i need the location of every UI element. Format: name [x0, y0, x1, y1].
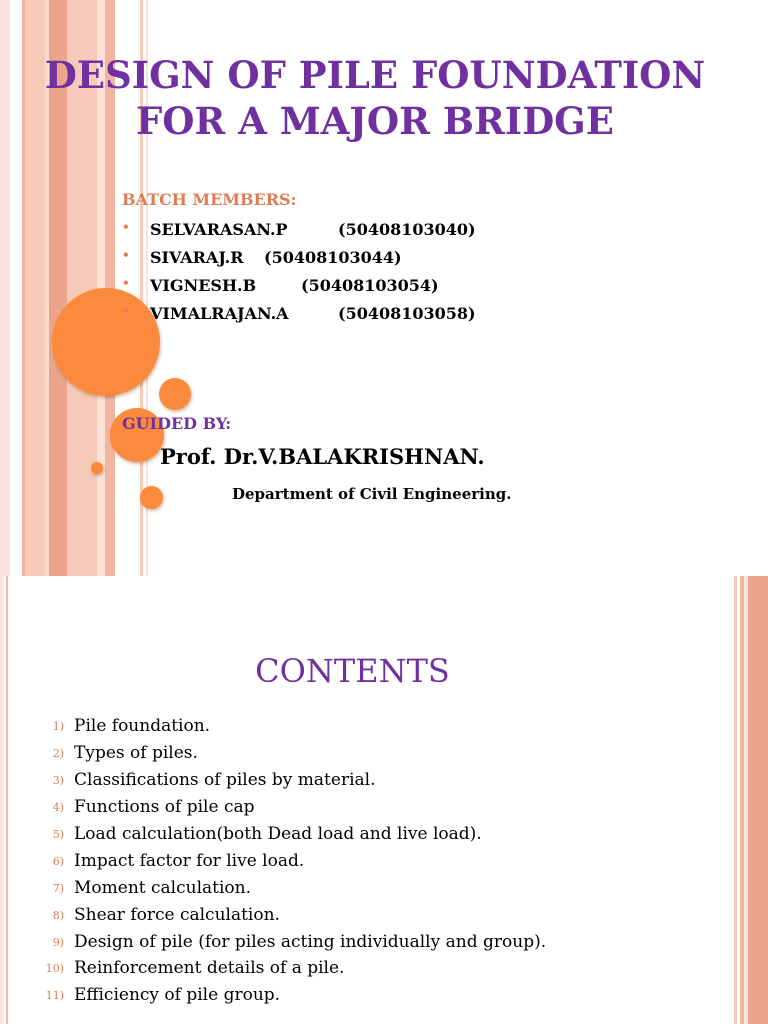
item-text: Types of piles. [74, 743, 198, 763]
member-item [122, 304, 522, 326]
stripe-decoration [6, 576, 8, 1024]
item-text: Functions of pile cap [74, 797, 255, 817]
item-number: 7) [52, 882, 64, 895]
bullet-icon: • [122, 248, 130, 262]
member-item [122, 220, 522, 242]
guide-name: Prof. Dr.V.BALAKRISHNAN. [160, 444, 485, 469]
item-number: 1) [52, 720, 64, 733]
stripe-decoration [0, 576, 4, 1024]
item-number: 3) [52, 774, 64, 787]
item-text: Pile foundation. [74, 716, 211, 736]
member-id: (50408103054) [301, 276, 439, 295]
item-number: 2) [52, 747, 64, 760]
item-number: 6) [52, 855, 64, 868]
item-text: Classifications of piles by material. [74, 770, 376, 790]
item-text: Reinforcement details of a pile. [74, 958, 345, 978]
item-text: Load calculation(both Dead load and live load). [74, 824, 482, 844]
item-text: Design of pile (for piles acting individually and group). [74, 932, 547, 952]
slide-title [40, 52, 710, 144]
slide-title-line-2: FOR A MAJOR BRIDGE [136, 99, 614, 143]
decorative-circle-small [159, 378, 191, 410]
bullet-icon: • [122, 276, 130, 290]
decorative-circle-tiny [91, 462, 103, 474]
decorative-circle-small [140, 486, 163, 509]
item-number: 11) [45, 989, 64, 1002]
contents-title: CONTENTS [255, 652, 450, 690]
batch-members-heading: BATCH MEMBERS: [122, 190, 297, 209]
member-item [122, 248, 522, 270]
item-number: 9) [52, 936, 64, 949]
member-name: VIGNESH.B [150, 276, 257, 295]
member-name: VIMALRAJAN.A [150, 304, 289, 323]
bullet-icon: • [122, 304, 130, 318]
bullet-icon: • [122, 220, 130, 234]
member-id: (50408103040) [338, 220, 476, 239]
stripe-decoration [734, 576, 737, 1024]
member-item [122, 276, 522, 298]
member-id: (50408103044) [264, 248, 402, 267]
stripe-decoration [0, 0, 10, 576]
item-number: 10) [45, 962, 64, 975]
stripe-decoration [748, 576, 768, 1024]
item-text: Moment calculation. [74, 878, 251, 898]
item-text: Shear force calculation. [74, 905, 280, 925]
item-number: 4) [52, 801, 64, 814]
item-text: Efficiency of pile group. [74, 985, 281, 1005]
member-id: (50408103058) [338, 304, 476, 323]
member-name: SELVARASAN.P [150, 220, 288, 239]
item-number: 5) [52, 828, 64, 841]
guided-by-heading: GUIDED BY: [122, 414, 232, 433]
department-name: Department of Civil Engineering. [232, 485, 512, 503]
item-number: 8) [52, 909, 64, 922]
slide-title-line-1: DESIGN OF PILE FOUNDATION [44, 53, 706, 97]
member-name: SIVARAJ.R [150, 248, 244, 267]
item-text: Impact factor for live load. [74, 851, 305, 871]
